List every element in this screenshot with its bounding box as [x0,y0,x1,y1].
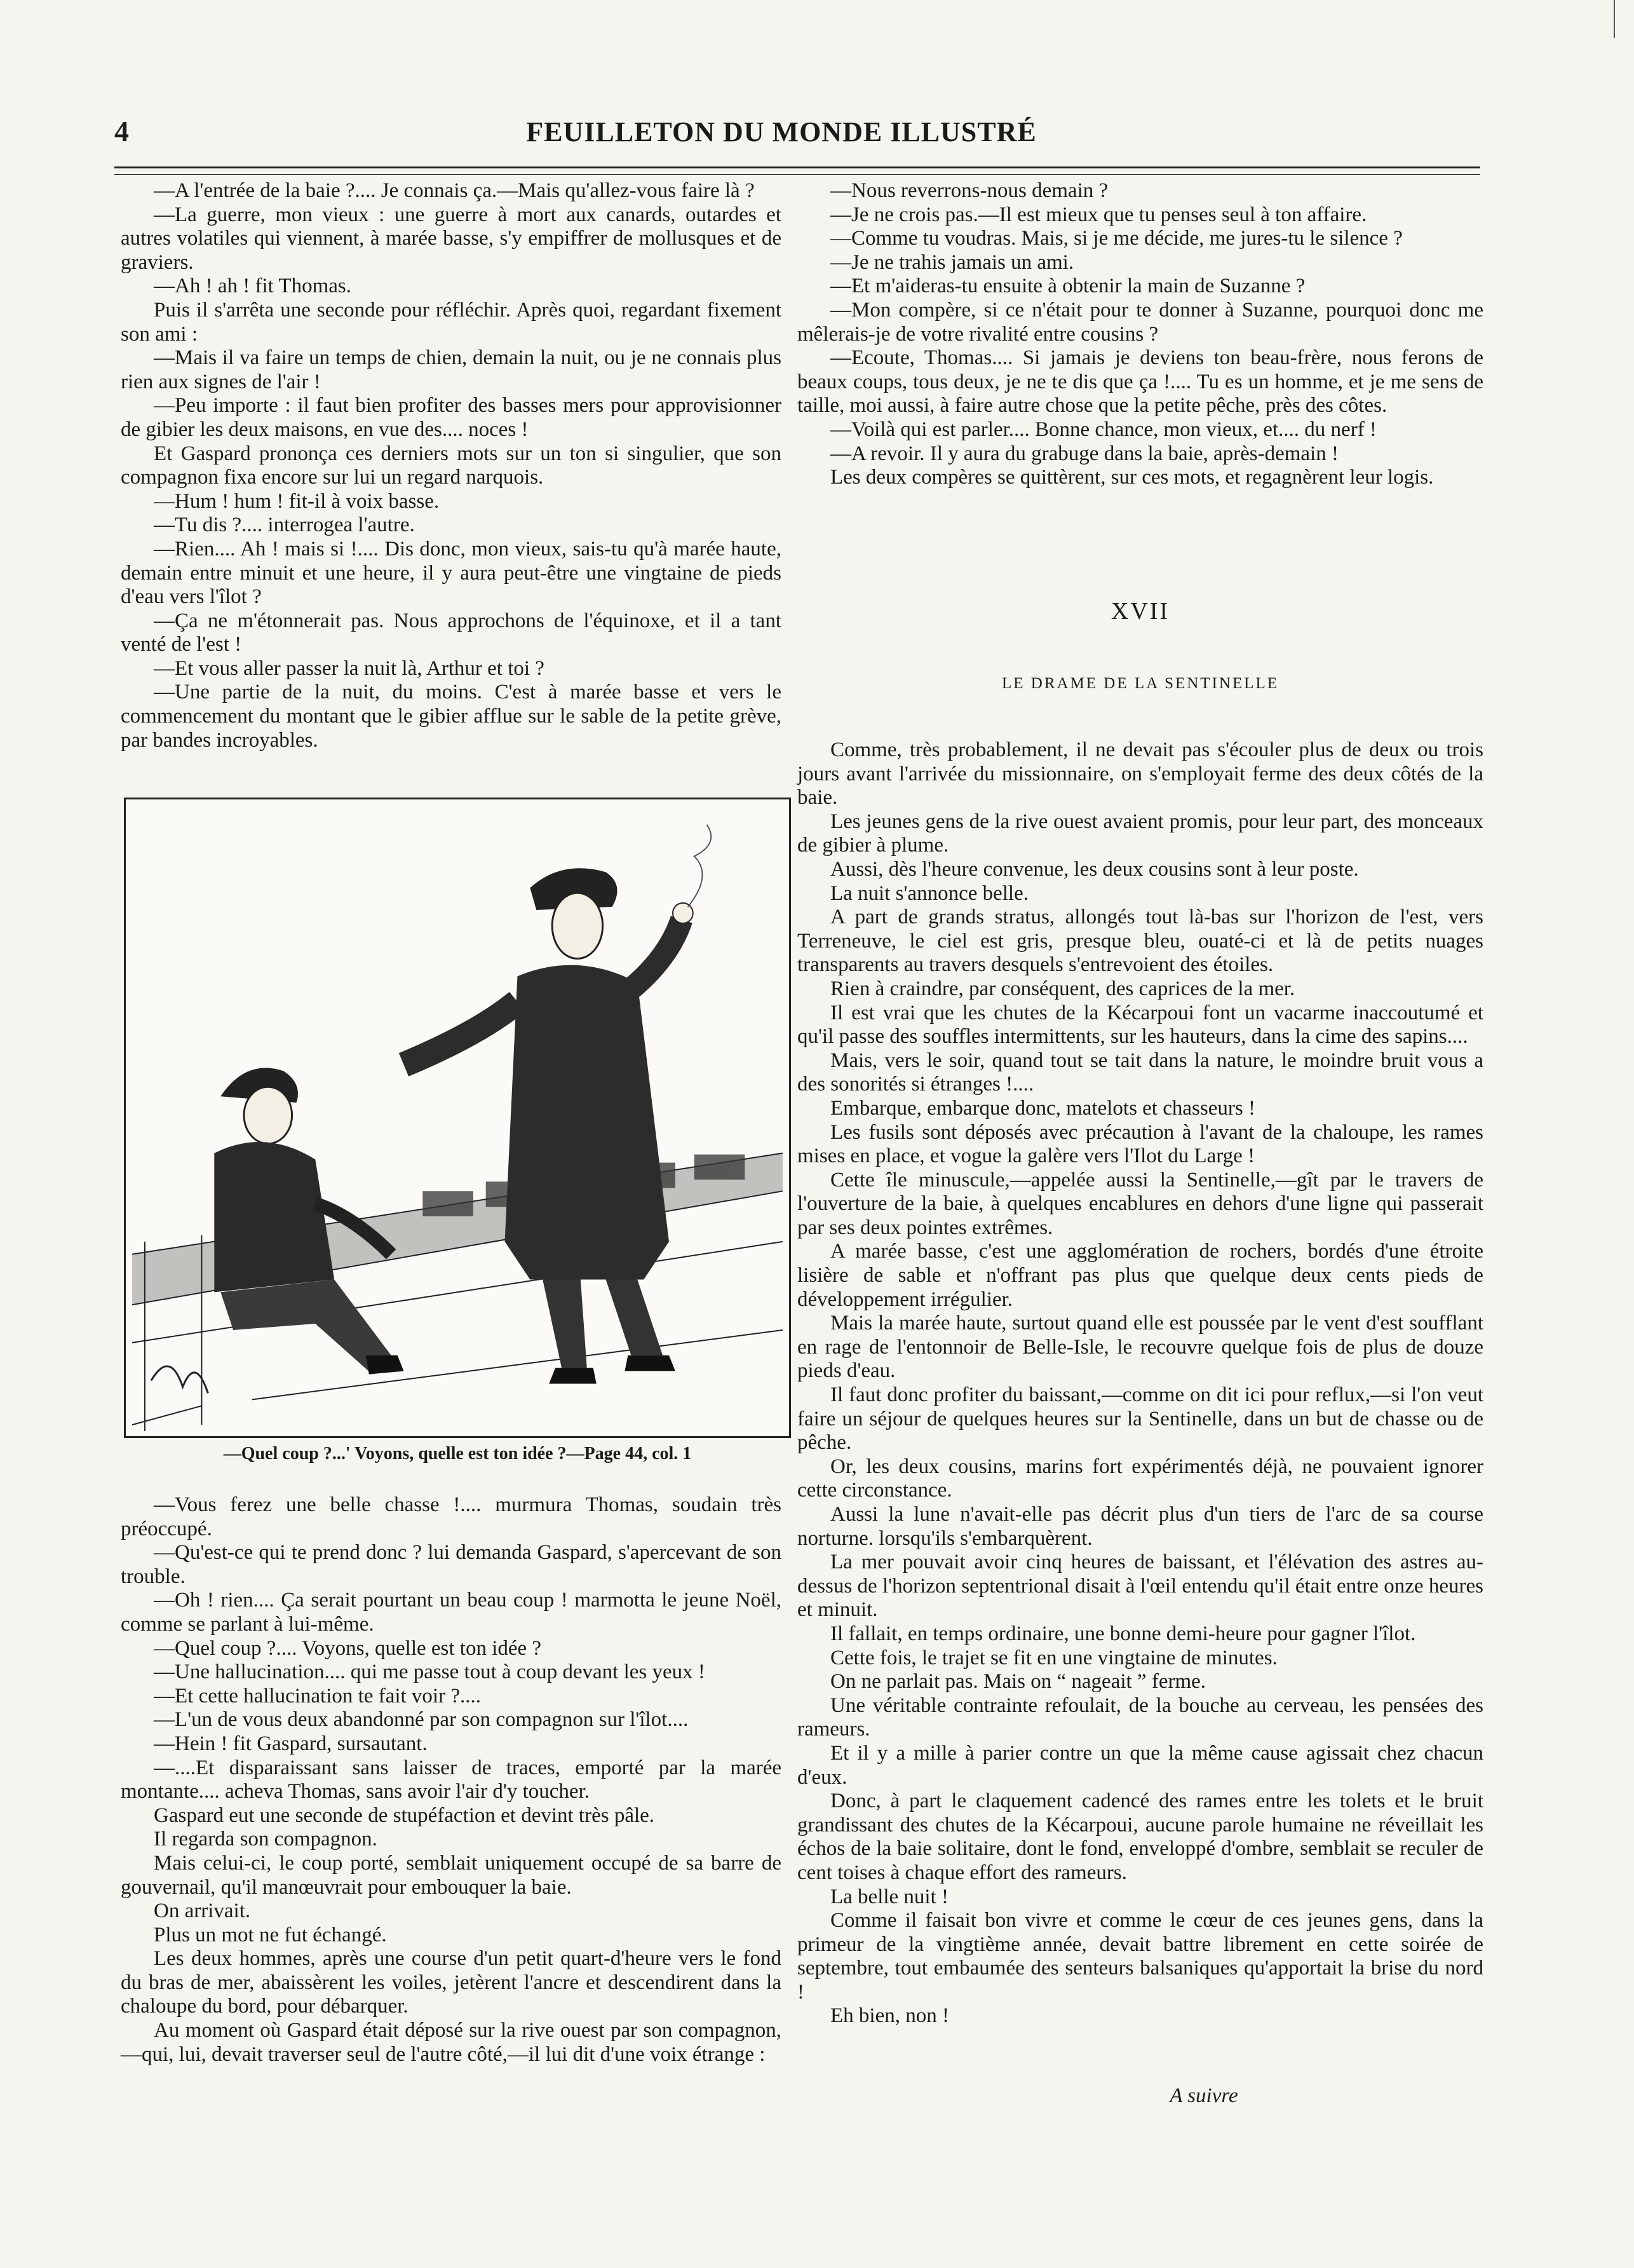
paragraph: Mais celui-ci, le coup porté, semblait uniquement occupé de sa barre de gouvernail, qu'il manœuvrait pour embouquer la baie. [121,1851,781,1899]
paragraph: —L'un de vous deux abandonné par son compagnon sur l'îlot.... [154,1708,689,1732]
paragraph: Une véritable contrainte refoulait, de la bouche au cerveau, les pensées des rameurs. [797,1694,1483,1741]
paragraph: Mais, vers le soir, quand tout se tait dans la nature, le moindre bruit vous a des sonorités si étranges !.... [797,1049,1483,1096]
paragraph: —A revoir. Il y aura du grabuge dans la baie, après-demain ! [830,442,1339,465]
paragraph: —Hum ! hum ! fit-il à voix basse. [154,489,440,513]
paragraph: —Vous ferez une belle chasse !.... murmura Thomas, soudain très préoccupé. [121,1493,781,1540]
paragraph: —Je ne crois pas.—Il est mieux que tu penses seul à ton affaire. [830,203,1367,226]
paragraph: Cette île minuscule,—appelée aussi la Sentinelle,—gît par le travers de l'ouverture de la baie, à quelques encablures en dehors d'une ligne qui passerait par ses deux pointes extrêmes. [797,1168,1483,1239]
paragraph: —Quel coup ?.... Voyons, quelle est ton idée ? [154,1636,542,1660]
header-rule [114,166,1480,168]
right-column-bottom [797,738,1483,2028]
paragraph: —....Et disparaissant sans laisser de traces, emporté par la marée montante.... acheva Thomas, sans avoir l'air d'y toucher. [121,1756,781,1803]
illustration-caption: —Quel coup ?...' Voyons, quelle est ton idée ?—Page 44, col. 1 [223,1444,692,1463]
paragraph: —Une hallucination.... qui me passe tout à coup devant les yeux ! [154,1660,705,1684]
paragraph: Rien à craindre, par conséquent, des caprices de la mer. [830,977,1295,1000]
paragraph: —Tu dis ?.... interrogea l'autre. [154,513,415,537]
illustration [124,798,791,1438]
page-number: 4 [114,115,129,147]
paragraph: —La guerre, mon vieux : une guerre à mort aux canards, outardes et autres volatiles qui viennent, à marée basse, s'y empiffrer de mollusques et de graviers. [121,203,781,274]
paragraph: Cette fois, le trajet se fit en une vingtaine de minutes. [830,1646,1278,1669]
paragraph: Et il y a mille à parier contre un que la même cause agissait chez chacun d'eux. [797,1741,1483,1789]
header-rule-thin [114,174,1480,175]
paragraph: Au moment où Gaspard était déposé sur la rive ouest par son compagnon,—qui, lui, devait traverser seul de l'autre côté,—il lui dit d'une voix étrange : [121,2019,781,2066]
paragraph: —Voilà qui est parler.... Bonne chance, mon vieux, et.... du nerf ! [830,418,1377,441]
paragraph: Aussi la lune n'avait-elle pas décrit plus d'un tiers de l'arc de sa course norturne. lorsqu'ils s'embarquèrent. [797,1503,1483,1550]
paragraph: Il regarda son compagnon. [154,1828,377,1851]
chapter-number: XVII [1111,598,1170,625]
paragraph: —Oh ! rien.... Ça serait pourtant un beau coup ! marmotta le jeune Noël, comme se parlant à lui-même. [121,1589,781,1636]
paragraph: —Et m'aideras-tu ensuite à obtenir la main de Suzanne ? [830,275,1306,298]
paragraph: Et Gaspard prononça ces derniers mots sur un ton si singulier, que son compagnon fixa encore sur lui un regard narquois. [121,442,781,489]
paragraph: La mer pouvait avoir cinq heures de baissant, et l'élévation des astres au-dessus de l'horizon septentrional disait à l'œil entendu qu'il était entre onze heures et minuit. [797,1551,1483,1622]
paragraph: Les deux hommes, après une course d'un petit quart-d'heure vers le fond du bras de mer, abaissèrent les voiles, jetèrent l'ancre et descendirent dans la chaloupe du bord, pour débarquer. [121,1947,781,2018]
paragraph: Gaspard eut une seconde de stupéfaction et devint très pâle. [154,1803,655,1827]
edge-mark [1614,0,1621,38]
right-column-top [797,179,1483,490]
engraving-sailors [126,799,789,1436]
to-be-continued: A suivre [1170,2084,1238,2107]
journal-title: FEUILLETON DU MONDE ILLUSTRÉ [526,116,1037,147]
paragraph: —Hein ! fit Gaspard, sursautant. [154,1732,428,1755]
paragraph: Embarque, embarque donc, matelots et chasseurs ! [830,1096,1255,1120]
left-column-top [121,179,781,752]
paragraph: Plus un mot ne fut échangé. [154,1923,387,1946]
paragraph: On arrivait. [154,1899,251,1923]
paragraph: —Ça ne m'étonnerait pas. Nous approchons de l'équinoxe, et il a tant venté de l'est ! [121,609,781,656]
paragraph: —Une partie de la nuit, du moins. C'est à marée basse et vers le commencement du montant que le gibier afflue sur le sable de la petite grève, par bandes incroyables. [121,681,781,752]
paragraph: Il faut donc profiter du baissant,—comme on dit ici pour reflux,—si l'on veut faire un séjour de quelques heures sur la Sentinelle, dans un but de chasse ou de pêche. [797,1383,1483,1455]
paragraph: —Peu importe : il faut bien profiter des basses mers pour approvisionner de gibier les deux maisons, en vue des.... noces ! [121,394,781,441]
paragraph: —Et cette hallucination te fait voir ?.... [154,1684,481,1708]
paragraph: Mais la marée haute, surtout quand elle est poussée par le vent d'est soufflant en rage de l'entonnoir de Belle-Isle, le recouvre quelque fois de plus de douze pieds d'eau. [797,1312,1483,1383]
paragraph: La belle nuit ! [830,1885,949,1908]
paragraph: —Qu'est-ce qui te prend donc ? lui demanda Gaspard, s'apercevant de son trouble. [121,1541,781,1588]
paragraph: La nuit s'annonce belle. [830,881,1029,905]
left-column-bottom [121,1493,781,2067]
paragraph: —Mais il va faire un temps de chien, demain la nuit, ou je ne connais plus rien aux signes de l'air ! [121,346,781,393]
paragraph: —Nous reverrons-nous demain ? [830,179,1109,202]
paragraph: On ne parlait pas. Mais on “ nageait ” ferme. [830,1670,1206,1694]
paragraph: —Mon compère, si ce n'était pour te donner à Suzanne, pourquoi donc me mêlerais-je de votre rivalité entre cousins ? [797,298,1483,346]
paragraph: Les deux compères se quittèrent, sur ces mots, et regagnèrent leur logis. [830,466,1434,489]
paragraph: Il fallait, en temps ordinaire, une bonne demi-heure pour gagner l'îlot. [830,1622,1416,1645]
paragraph: Puis il s'arrêta une seconde pour réfléchir. Après quoi, regardant fixement son ami : [121,298,781,346]
paragraph: —Comme tu voudras. Mais, si je me décide, me jures-tu le silence ? [830,227,1403,250]
paragraph: Comme, très probablement, il ne devait pas s'écouler plus de deux ou trois jours avant l'arrivée du missionnaire, on s'employait ferme des deux côtés de la baie. [797,738,1483,810]
paragraph: —Et vous aller passer la nuit là, Arthur et toi ? [154,656,544,680]
paragraph: A marée basse, c'est une agglomération de rochers, bordés d'une étroite lisière de sable et n'offrant pas plus que quelque deux cents pieds de développement irrégulier. [797,1240,1483,1311]
paragraph: Les fusils sont déposés avec précaution à l'avant de la chaloupe, les rames mises en place, et vogue la galère vers l'Ilot du Large ! [797,1120,1483,1168]
paragraph: —Ecoute, Thomas.... Si jamais je deviens ton beau-frère, nous ferons de beaux coups, tous deux, je ne te dis que ça !.... Tu es un homme, et je me sens de taille, moi aussi, à faire autre chose que la petite pêche, près des côtes. [797,346,1483,418]
paragraph: —Ah ! ah ! fit Thomas. [154,275,352,298]
paragraph: —A l'entrée de la baie ?.... Je connais ça.—Mais qu'allez-vous faire là ? [154,179,755,202]
paragraph: —Je ne trahis jamais un ami. [830,250,1074,274]
paragraph: Donc, à part le claquement cadencé des rames entre les tolets et le bruit grandissant des chutes de la Kécarpoui, aucune parole humaine ne réveillait les échos de la baie solitaire, dont le fond, enveloppé d'ombre, semblait se reculer de cent toises à chaque effort des rameurs. [797,1789,1483,1884]
paragraph: Aussi, dès l'heure convenue, les deux cousins sont à leur poste. [830,857,1359,881]
paragraph: —Rien.... Ah ! mais si !.... Dis donc, mon vieux, sais-tu qu'à marée haute, demain entre minuit et une heure, il y aura peut-être une vingtaine de pieds d'eau vers l'îlot ? [121,537,781,609]
paragraph: Eh bien, non ! [830,2004,949,2028]
paragraph: Comme il faisait bon vivre et comme le cœur de ces jeunes gens, dans la primeur de la vingtième année, devait battre librement en cette soirée de septembre, tout embaumée des senteurs balsaniques qu'apportait la brise du nord ! [797,1909,1483,2004]
paragraph: Or, les deux cousins, marins fort expérimentés déjà, ne pouvaient ignorer cette circonstance. [797,1455,1483,1502]
paragraph: A part de grands stratus, allongés tout là-bas sur l'horizon de l'est, vers Terreneuve, le ciel est gris, presque bleu, ouaté-ci et là de petits nuages transparents au travers desquels s'entrevoient des étoiles. [797,906,1483,977]
page-header [89,114,1474,159]
chapter-title: LE DRAME DE LA SENTINELLE [1001,675,1280,692]
paragraph: Les jeunes gens de la rive ouest avaient promis, pour leur part, des monceaux de gibier à plume. [797,810,1483,857]
paragraph: Il est vrai que les chutes de la Kécarpoui font un vacarme inaccoutumé et qu'il passe des souffles intermittents, sur les hauteurs, dans la cime des sapins.... [797,1001,1483,1049]
